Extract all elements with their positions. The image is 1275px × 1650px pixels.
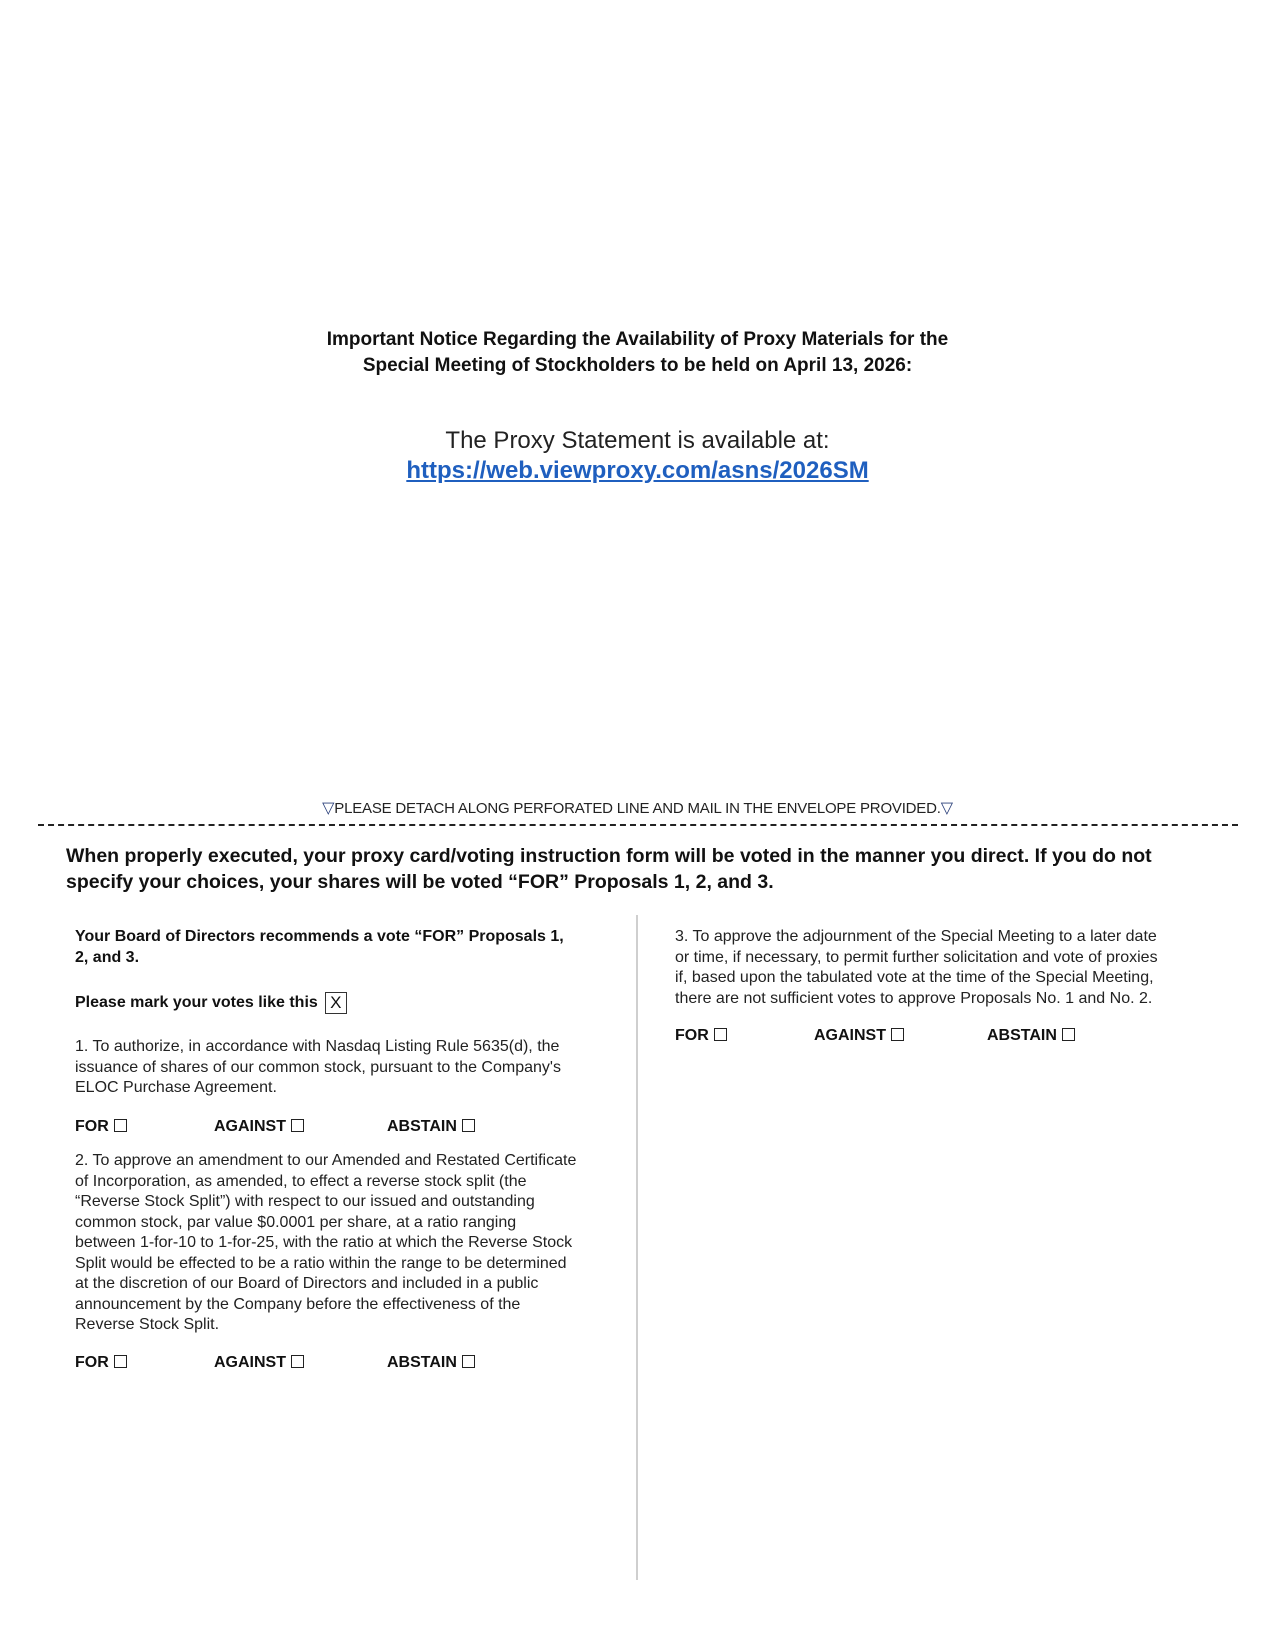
perforated-line xyxy=(38,824,1238,826)
proposal-2-text: 2. To approve an amendment to our Amended and Restated Certificate of Incorporation, as amended, to effect a reverse stock split (the “Reverse Stock Split”) with respect to our issued and outstanding common stock, par value $0.0001 per share, at a ratio ranging between 1-for-10 to 1-for-25, with the ratio at which the Reverse Stock Split would be effected to be a ratio within the range to be determined at the discretion of our Board of Directors and included in a public announcement by the Company before the effectiveness of the Reverse Stock Split. xyxy=(75,1152,577,1333)
availability-notice xyxy=(0,327,1275,379)
proposal-3-for-checkbox[interactable] xyxy=(714,1028,727,1041)
proposal-1-against-checkbox[interactable] xyxy=(291,1119,304,1132)
abstain-label: ABSTAIN xyxy=(387,1353,457,1371)
proposal-3-abstain-checkbox[interactable] xyxy=(1062,1028,1075,1041)
proposal-1-votes xyxy=(75,1117,580,1138)
detach-text: PLEASE DETACH ALONG PERFORATED LINE AND MAIL IN THE ENVELOPE PROVIDED. xyxy=(334,800,941,817)
column-divider xyxy=(636,915,638,1580)
board-recommendation: Your Board of Directors recommends a vote “FOR” Proposals 1, 2, and 3. xyxy=(75,928,564,966)
mark-example-box: X xyxy=(325,992,347,1014)
proposal-1-text: 1. To authorize, in accordance with Nasdaq Listing Rule 5635(d), the issuance of shares of our common stock, pursuant to the Company's ELOC Purchase Agreement. xyxy=(75,1038,561,1096)
for-label: FOR xyxy=(75,1117,109,1135)
against-label: AGAINST xyxy=(814,1027,886,1044)
notice-line-2: Special Meeting of Stockholders to be held on April 13, 2026: xyxy=(362,355,913,376)
proposal-2-abstain-option[interactable] xyxy=(387,1353,487,1374)
right-column xyxy=(675,927,1170,1047)
left-column xyxy=(75,927,580,1373)
proposal-1-abstain-checkbox[interactable] xyxy=(462,1119,475,1132)
proxy-available-text: The Proxy Statement is available at: xyxy=(445,427,830,454)
abstain-label: ABSTAIN xyxy=(387,1117,457,1135)
abstain-label: ABSTAIN xyxy=(987,1027,1057,1044)
mark-votes-label: Please mark your votes like this xyxy=(75,993,318,1011)
proposal-2-abstain-checkbox[interactable] xyxy=(462,1355,475,1368)
for-label: FOR xyxy=(75,1353,109,1371)
proposal-1-against-option[interactable] xyxy=(214,1117,387,1138)
triangle-down-icon: ▽ xyxy=(940,800,953,817)
proposal-1-for-checkbox[interactable] xyxy=(114,1119,127,1132)
triangle-down-icon: ▽ xyxy=(322,800,335,817)
notice-line-1: Important Notice Regarding the Availability of Proxy Materials for the xyxy=(326,329,949,350)
proxy-link-container xyxy=(0,456,1275,486)
against-label: AGAINST xyxy=(214,1353,286,1371)
voting-intro: When properly executed, your proxy card/voting instruction form will be voted in the manner you direct. If you do not specify your choices, your shares will be voted “FOR” Proposals 1, 2, and 3. xyxy=(66,845,1152,893)
proposal-3-abstain-option[interactable] xyxy=(987,1026,1087,1047)
proposal-3-for-option[interactable] xyxy=(675,1026,814,1047)
against-label: AGAINST xyxy=(214,1117,286,1135)
proxy-statement-link[interactable]: https://web.viewproxy.com/asns/2026SM xyxy=(406,457,869,484)
proposal-1-for-option[interactable] xyxy=(75,1117,214,1138)
for-label: FOR xyxy=(675,1027,709,1044)
proposal-3-against-checkbox[interactable] xyxy=(891,1028,904,1041)
proposal-2-for-option[interactable] xyxy=(75,1353,214,1374)
proposal-3-votes xyxy=(675,1026,1170,1047)
proposal-2-against-option[interactable] xyxy=(214,1353,387,1374)
proposal-2-against-checkbox[interactable] xyxy=(291,1355,304,1368)
mark-votes-instruction xyxy=(75,992,580,1014)
proposal-1-abstain-option[interactable] xyxy=(387,1117,487,1138)
proposal-2-for-checkbox[interactable] xyxy=(114,1355,127,1368)
proposal-2-votes xyxy=(75,1353,580,1374)
proposal-3-against-option[interactable] xyxy=(814,1026,987,1047)
proposal-3-text: 3. To approve the adjournment of the Special Meeting to a later date or time, if necessary, to permit further solicitation and vote of proxies if, based upon the tabulated vote at the time of the Special Meeting, there are not sufficient votes to approve Proposals No. 1 and No. 2. xyxy=(675,928,1158,1007)
detach-instruction xyxy=(0,800,1275,818)
